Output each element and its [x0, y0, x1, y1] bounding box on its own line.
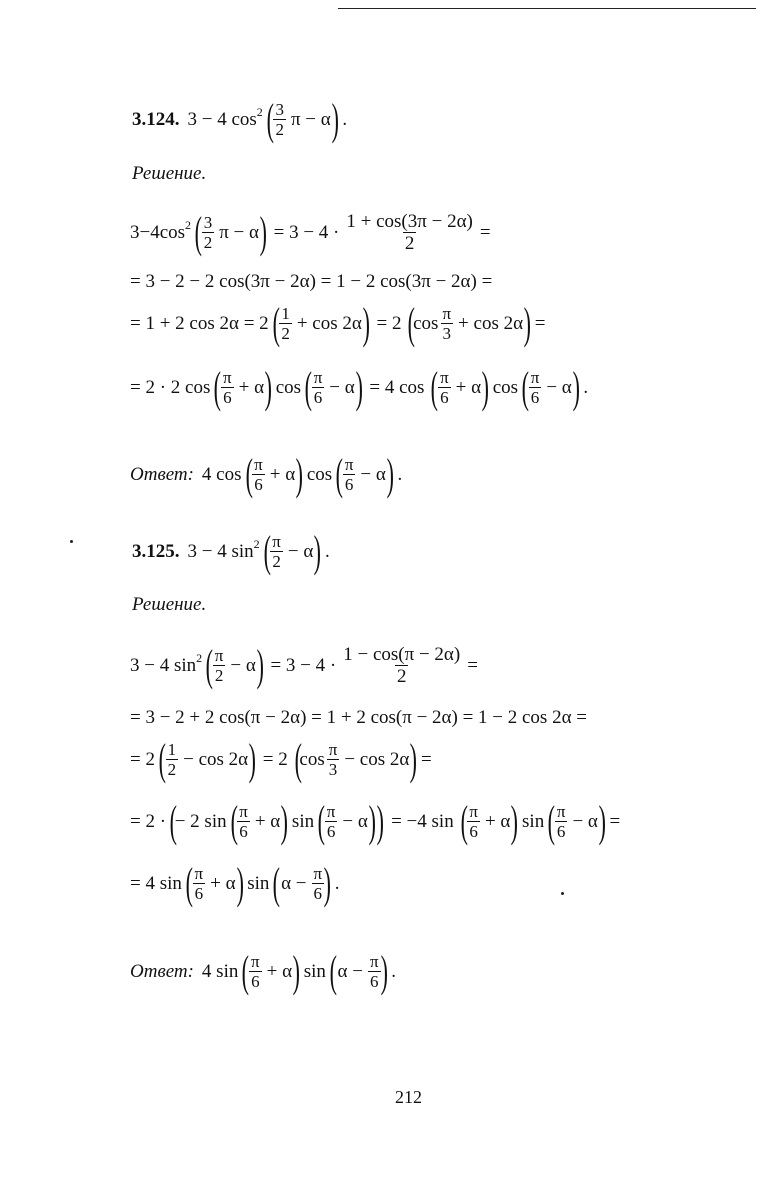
solution-label: Решение. — [132, 163, 207, 184]
solution-line: = 1 + 2 cos 2α = 2 ( $\frac{1}{2}$ + cos 2α ) = 2 ( cos $\frac{\pi}{3}$ + cos 2α ) = — [130, 299, 546, 348]
solution-line: = 3 − 2 + 2 cos(π − 2α) = 1 + 2 cos(π − 2α) = 1 − 2 cos 2α = — [130, 707, 587, 728]
solution-line: = 4 sin ( $\frac{\pi}{6}$ + α ) sin ( α − $\frac{\pi}{6}$ ) . — [130, 859, 340, 908]
answer-line: Ответ: 4 cos ( $\frac{\pi}{6}$ + α ) cos ( $\frac{\pi}{6}$ − α ) . — [130, 450, 403, 499]
solution-line: = 2 · 2 cos ( $\frac{\pi}{6}$ + α ) cos ( $\frac{\pi}{6}$ − α ) = 4 cos ( $\frac{\pi}{6}$ + α ) cos ( $\frac{\pi}{6}$ − α ) . — [130, 363, 589, 412]
page-number: 212 — [395, 1087, 422, 1107]
solution-line: = 3 − 2 − 2 cos(3π − 2α) = 1 − 2 cos(3π − 2α) = — [130, 271, 493, 292]
problem-number: 3.125. — [132, 541, 180, 563]
solution-line: 3 − 4 $\sin^2$ ( $\frac{\pi}{2}$ − α ) = 3 − 4 · $\frac{1 - \cos(\pi - 2\alpha)}{2}$ = — [130, 640, 478, 690]
solution-line: = 2 · ( − 2 sin ( $\frac{\pi}{6}$ + α ) sin ( $\frac{\pi}{6}$ − α ) ) = −4 sin ( $\frac{\pi}{6}$ + α ) sin ( $\frac{\pi}{6}$ − α ) = — [130, 797, 621, 846]
solution-line: = 2 ( $\frac{1}{2}$ − cos 2α ) = 2 ( cos $\frac{\pi}{3}$ − cos 2α ) = — [130, 735, 432, 784]
answer-label: Ответ: — [130, 464, 194, 486]
header-rule — [338, 8, 756, 9]
answer-line: Ответ: 4 sin ( $\frac{\pi}{6}$ + α ) sin ( α − $\frac{\pi}{6}$ ) . — [130, 947, 396, 996]
problem-3-125-statement: 3.125. 3 − 4 $\sin^2$ ( $\frac{\pi}{2}$ − α ) . — [132, 527, 330, 576]
solution-label: Решение. — [132, 594, 207, 615]
print-speck — [70, 540, 73, 543]
problem-3-124-statement: 3.124. 3 − 4 $\cos^2$ ( $\frac{3}{2}$ π − α ) . — [132, 95, 348, 144]
problem-number: 3.124. — [132, 109, 180, 131]
answer-label: Ответ: — [130, 961, 194, 983]
solution-line: $3-4\cos^2$ ( $\frac{3}{2}$ π − α ) = 3 − 4 · $\frac{1 + \cos(3\pi - 2\alpha)}{2}$ = — [130, 207, 491, 257]
print-speck — [561, 892, 564, 895]
